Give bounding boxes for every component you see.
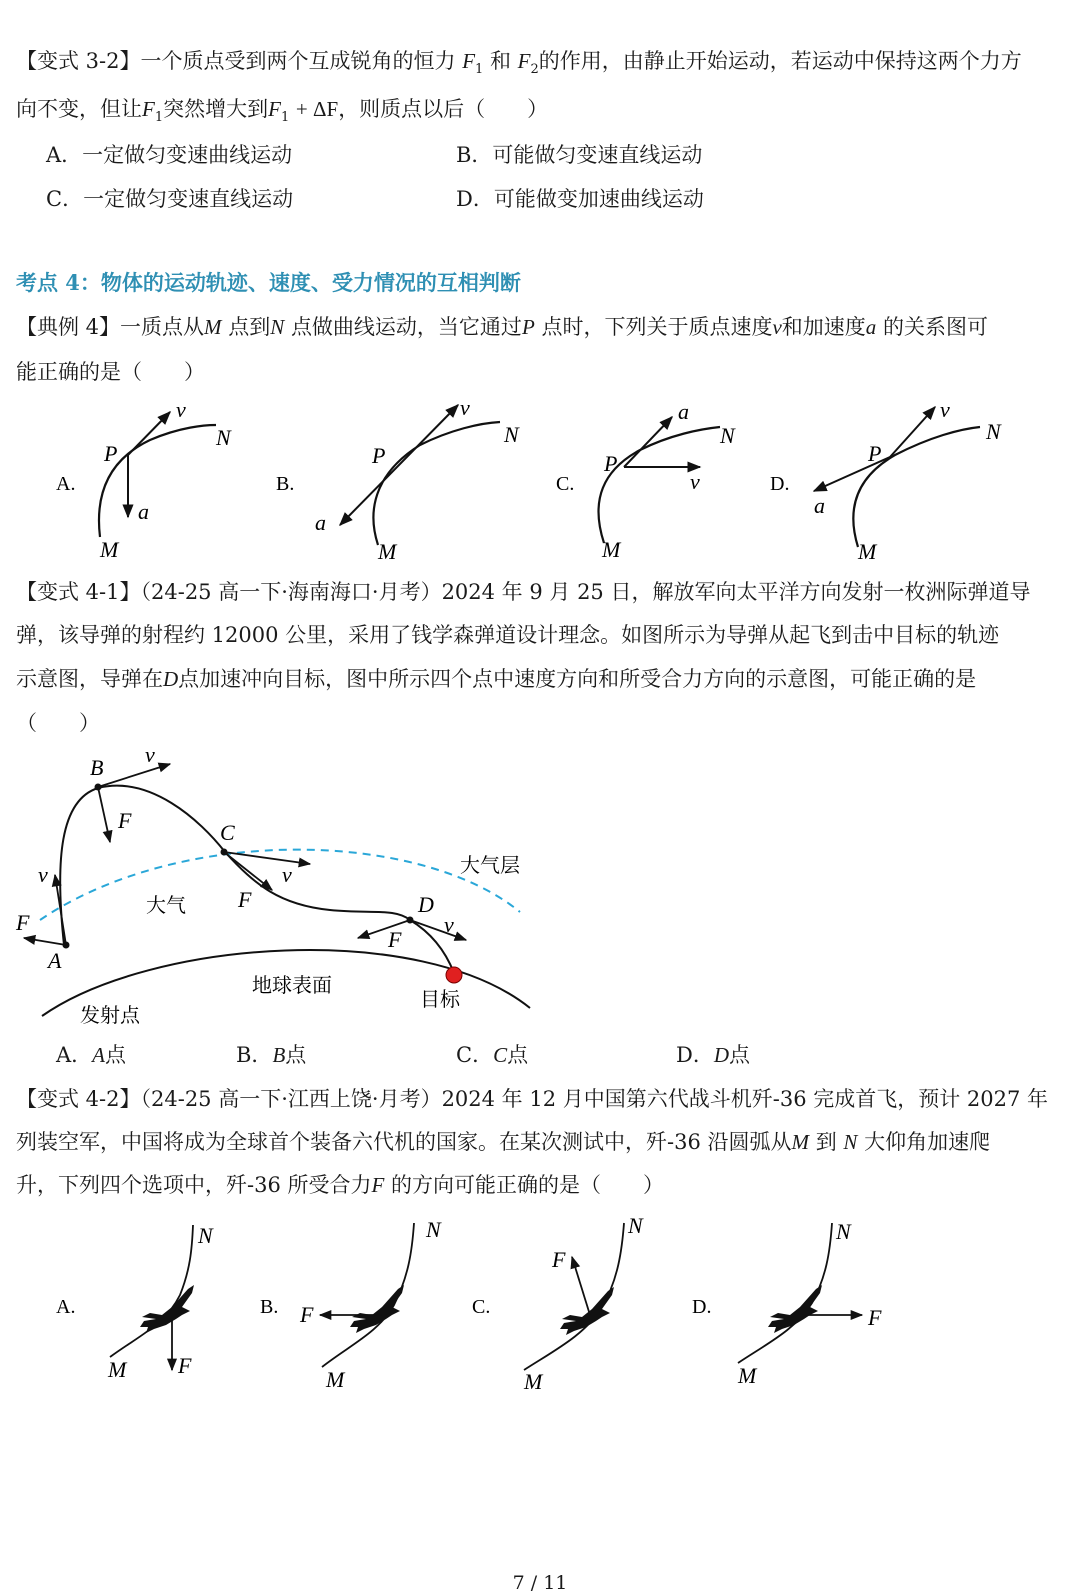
- svg-text:M: M: [100, 537, 119, 562]
- svg-text:发射点: 发射点: [80, 1003, 140, 1027]
- ex4-line2: 能正确的是（ ）: [16, 360, 205, 384]
- q41-option-d[interactable]: D．D点: [676, 1043, 751, 1067]
- q41-line4: （ ）: [16, 711, 100, 735]
- svg-text:F: F: [300, 1302, 314, 1327]
- q42-line1: 【变式 4-2】（24-25 高一下·江西上饶·月考）2024 年 12 月中国第六代战斗机歼-36 完成首飞，预计 2027 年: [16, 1087, 1049, 1111]
- q32-option-d[interactable]: D．可能做变加速曲线运动: [456, 187, 704, 211]
- svg-text:v: v: [176, 397, 186, 422]
- svg-text:a: a: [814, 493, 825, 518]
- svg-text:D: D: [418, 892, 434, 917]
- page-number: 7 / 11: [512, 1572, 568, 1594]
- svg-text:v: v: [460, 395, 470, 420]
- q41-line3: 示意图，导弹在D点加速冲向目标，图中所示四个点中速度方向和所受合力方向的示意图，可能正确的是: [16, 667, 977, 691]
- q32-option-a[interactable]: A．一定做匀变速曲线运动: [46, 143, 293, 167]
- svg-text:大气层: 大气层: [460, 853, 520, 877]
- svg-text:目标: 目标: [420, 987, 460, 1011]
- q41-line1: 【变式 4-1】（24-25 高一下·海南海口·月考）2024 年 9 月 25 日，解放军向太平洋方向发射一枚洲际弹道导: [16, 580, 1031, 604]
- svg-text:N: N: [504, 422, 519, 447]
- svg-text:M: M: [738, 1363, 757, 1388]
- svg-text:P: P: [372, 443, 386, 468]
- svg-text:F: F: [178, 1353, 192, 1378]
- ex4-option-a[interactable]: A.: [56, 473, 76, 495]
- q41-option-b[interactable]: B．B点: [236, 1043, 307, 1067]
- svg-text:N: N: [216, 425, 231, 450]
- ex4-option-b[interactable]: B.: [276, 473, 295, 495]
- svg-text:F: F: [238, 887, 252, 912]
- svg-text:N: N: [426, 1217, 441, 1242]
- svg-text:M: M: [858, 539, 877, 564]
- svg-text:P: P: [604, 451, 618, 476]
- ex4-option-c[interactable]: C.: [556, 473, 575, 495]
- svg-text:v: v: [444, 912, 454, 937]
- q32-option-c[interactable]: C．一定做匀变速直线运动: [46, 187, 294, 211]
- svg-text:a: a: [138, 499, 149, 524]
- q41-line2: 弹，该导弹的射程约 12000 公里，采用了钱学森弹道设计理念。如图所示为导弹从起飞到击中目标的轨迹: [16, 623, 1000, 647]
- q32-line2: 向不变，但让$F_1$突然增大到$F_1 + \Delta F$，则质点以后（ ）: [16, 97, 549, 126]
- svg-text:a: a: [315, 510, 326, 535]
- svg-text:M: M: [524, 1369, 543, 1394]
- q42-option-d[interactable]: D.: [692, 1296, 712, 1318]
- svg-text:v: v: [690, 469, 700, 494]
- q41-option-c[interactable]: C．C点: [456, 1043, 529, 1067]
- svg-text:a: a: [678, 399, 689, 424]
- svg-text:A: A: [48, 948, 62, 973]
- svg-text:地球表面: 地球表面: [252, 973, 332, 997]
- svg-text:F: F: [868, 1305, 882, 1330]
- q32-line1: 【变式 3-2】一个质点受到两个互成锐角的恒力 $F_1$ 和 $F_2$的作用，由静止开始运动，若运动中保持这两个力方: [16, 49, 1022, 78]
- svg-text:大气: 大气: [146, 893, 186, 917]
- missile-trajectory-figure: [0, 740, 560, 1040]
- ex4-option-d[interactable]: D.: [770, 473, 790, 495]
- q32-option-b[interactable]: B．可能做匀变速直线运动: [456, 143, 703, 167]
- svg-text:v: v: [282, 862, 292, 887]
- svg-text:v: v: [145, 742, 155, 767]
- svg-text:N: N: [628, 1215, 643, 1238]
- q42-line2: 列装空军，中国将成为全球首个装备六代机的国家。在某次测试中，歼-36 沿圆弧从M 到 N 大仰角加速爬: [16, 1130, 991, 1154]
- svg-text:P: P: [868, 441, 882, 466]
- q42-option-a[interactable]: A.: [56, 1296, 76, 1318]
- svg-text:P: P: [104, 441, 118, 466]
- svg-text:M: M: [602, 537, 621, 562]
- svg-text:N: N: [198, 1223, 213, 1248]
- q32-tag: 【变式 3-2】: [16, 49, 141, 73]
- q42-option-b[interactable]: B.: [260, 1296, 279, 1318]
- svg-text:F: F: [388, 927, 402, 952]
- q42-line3: 升，下列四个选项中，歼-36 所受合力F 的方向可能正确的是（ ）: [16, 1173, 665, 1197]
- q42-option-c[interactable]: C.: [472, 1296, 491, 1318]
- svg-text:B: B: [90, 755, 104, 780]
- target-dot: [446, 967, 462, 983]
- svg-text:F: F: [16, 910, 30, 935]
- svg-text:M: M: [378, 539, 397, 564]
- svg-text:N: N: [720, 423, 735, 448]
- svg-text:C: C: [220, 820, 235, 845]
- svg-text:N: N: [986, 419, 1001, 444]
- svg-text:F: F: [118, 808, 132, 833]
- svg-text:M: M: [326, 1367, 345, 1392]
- svg-text:N: N: [836, 1219, 851, 1244]
- ex4-line1: 【典例 4】一质点从M 点到N 点做曲线运动，当它通过P 点时，下列关于质点速度v和加速度a 的关系图可: [16, 315, 988, 339]
- section-heading: 考点 4：物体的运动轨迹、速度、受力情况的互相判断: [16, 270, 521, 295]
- svg-text:F: F: [552, 1247, 566, 1272]
- q41-option-a[interactable]: A．A点: [56, 1043, 126, 1067]
- jet-figure: [0, 1215, 1080, 1395]
- svg-text:v: v: [940, 397, 950, 422]
- svg-text:M: M: [108, 1357, 127, 1382]
- ex4-figure: [0, 395, 1080, 570]
- svg-text:v: v: [38, 862, 48, 887]
